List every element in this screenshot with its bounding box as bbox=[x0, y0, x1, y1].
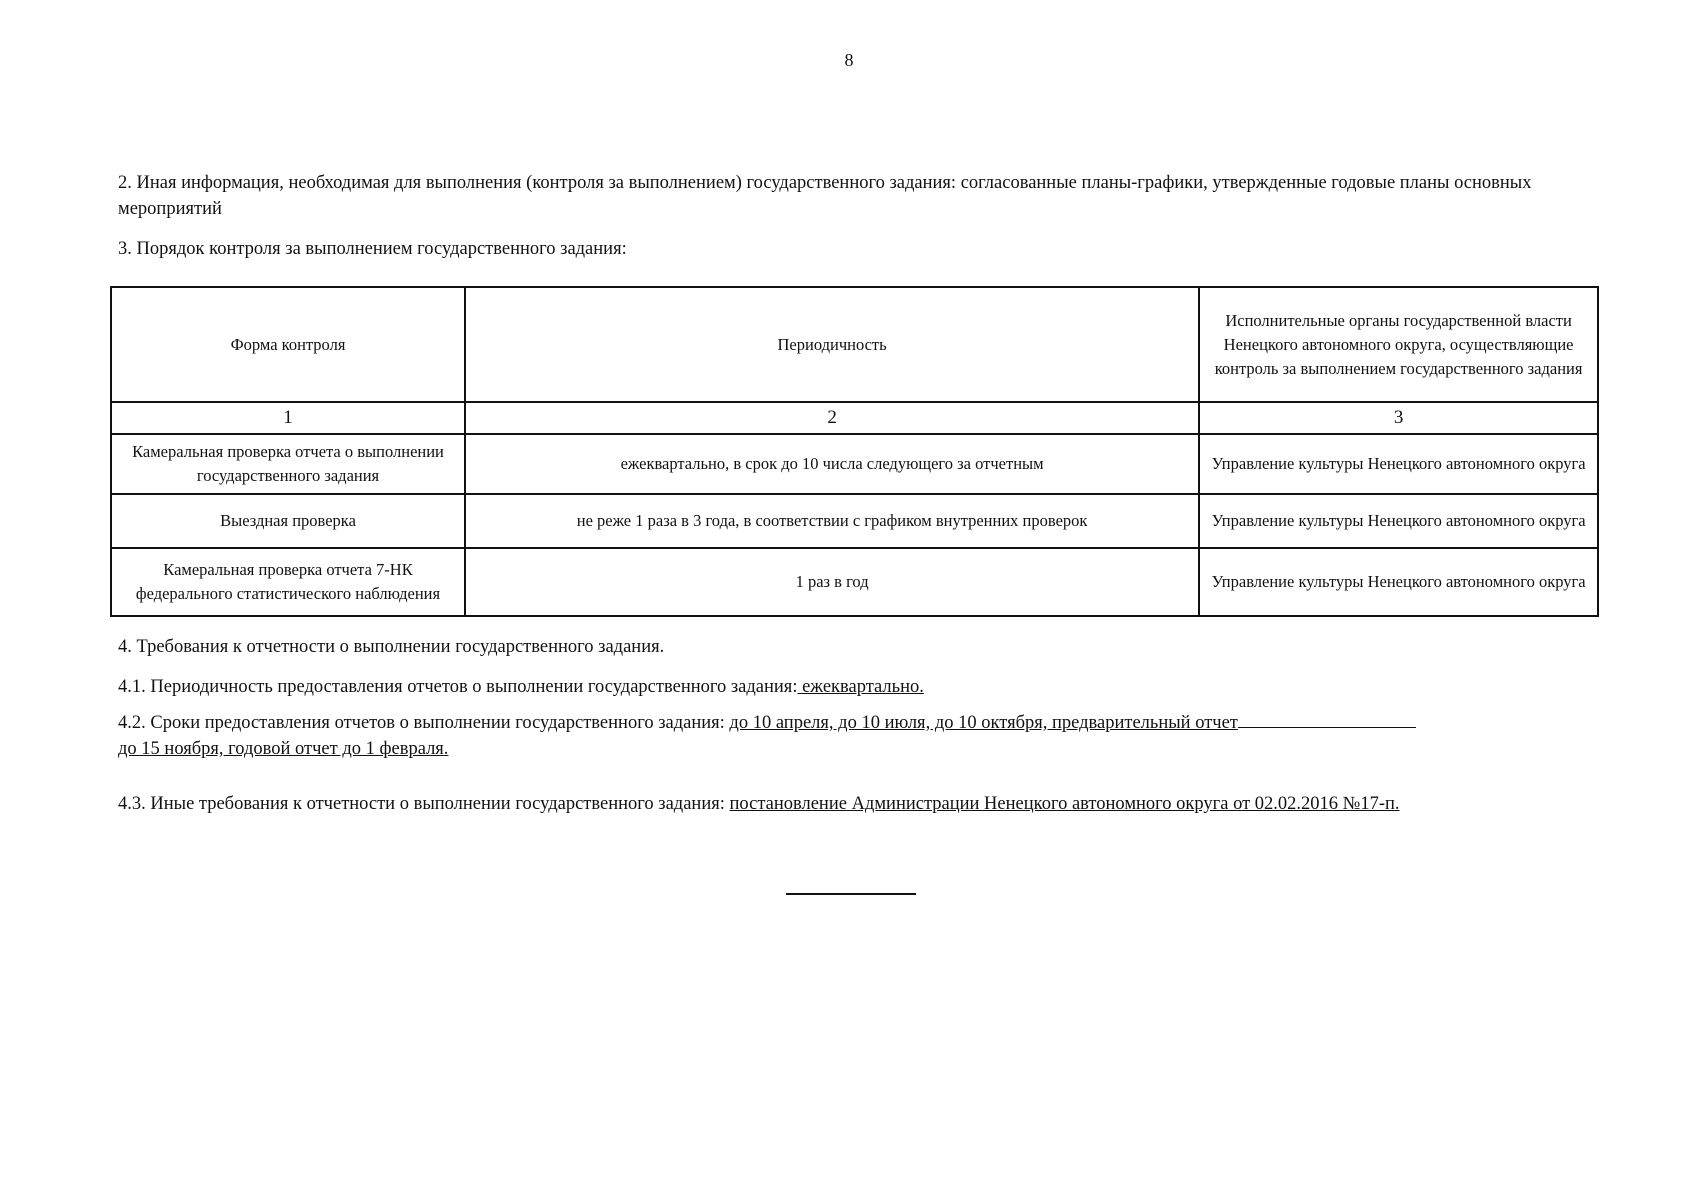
column-number: 3 bbox=[1199, 402, 1598, 434]
table-number-row bbox=[111, 402, 1598, 434]
cell-control-form: Выездная проверка bbox=[111, 494, 465, 548]
cell-control-body: Управление культуры Ненецкого автономного округа bbox=[1199, 494, 1598, 548]
page-number: 8 bbox=[844, 50, 854, 70]
section-4-reporting-requirements: 4. Требования к отчетности о выполнении государственного задания. bbox=[118, 637, 665, 657]
section-4-2-deadlines bbox=[118, 709, 1598, 762]
header-control-form: Форма контроля bbox=[111, 287, 465, 402]
section-4-1-periodicity bbox=[118, 674, 1598, 700]
section-4-2-value: до 10 апреля, до 10 июля, до 10 октября, предварительный отчет bbox=[729, 713, 1238, 733]
end-divider bbox=[786, 893, 916, 895]
cell-control-form: Камеральная проверка отчета о выполнении государственного задания bbox=[111, 434, 465, 494]
section-2-other-info: 2. Иная информация, необходимая для выполнения (контроля за выполнением) государственного задания: согласованные планы-графики, утвержденные годовые планы основных мероприятий bbox=[118, 173, 1532, 219]
section-4-3-label: 4.3. Иные требования к отчетности о выполнении государственного задания: bbox=[118, 794, 730, 814]
header-periodicity: Периодичность bbox=[465, 287, 1199, 402]
table-row bbox=[111, 494, 1598, 548]
control-table bbox=[110, 286, 1599, 617]
section-4-1-label: 4.1. Периодичность предоставления отчетов о выполнении государственного задания: bbox=[118, 677, 798, 697]
column-number: 2 bbox=[465, 402, 1199, 434]
cell-periodicity: 1 раз в год bbox=[465, 548, 1199, 616]
table-header-row bbox=[111, 287, 1598, 402]
table-row bbox=[111, 434, 1598, 494]
column-number: 1 bbox=[111, 402, 465, 434]
cell-control-body: Управление культуры Ненецкого автономного округа bbox=[1199, 434, 1598, 494]
cell-periodicity: не реже 1 раза в 3 года, в соответствии с графиком внутренних проверок bbox=[465, 494, 1199, 548]
section-4-3-value: постановление Администрации Ненецкого автономного округа от 02.02.2016 №17-п. bbox=[729, 794, 1400, 814]
section-4-3-other-requirements bbox=[118, 791, 1598, 817]
section-4-2-value-line2: до 15 ноября, годовой отчет до 1 февраля. bbox=[118, 739, 449, 759]
cell-control-body: Управление культуры Ненецкого автономного округа bbox=[1199, 548, 1598, 616]
section-3-control-order: 3. Порядок контроля за выполнением государственного задания: bbox=[118, 239, 627, 259]
header-control-bodies: Исполнительные органы государственной власти Ненецкого автономного округа, осуществляющие контроль за выполнением государственного задания bbox=[1199, 287, 1598, 402]
cell-control-form: Камеральная проверка отчета 7-НК федерального статистического наблюдения bbox=[111, 548, 465, 616]
section-4-2-label: 4.2. Сроки предоставления отчетов о выполнении государственного задания: bbox=[118, 713, 730, 733]
table-row bbox=[111, 548, 1598, 616]
section-4-1-value: ежеквартально. bbox=[797, 677, 924, 697]
fill-line bbox=[1238, 709, 1416, 728]
cell-periodicity: ежеквартально, в срок до 10 числа следующего за отчетным bbox=[465, 434, 1199, 494]
